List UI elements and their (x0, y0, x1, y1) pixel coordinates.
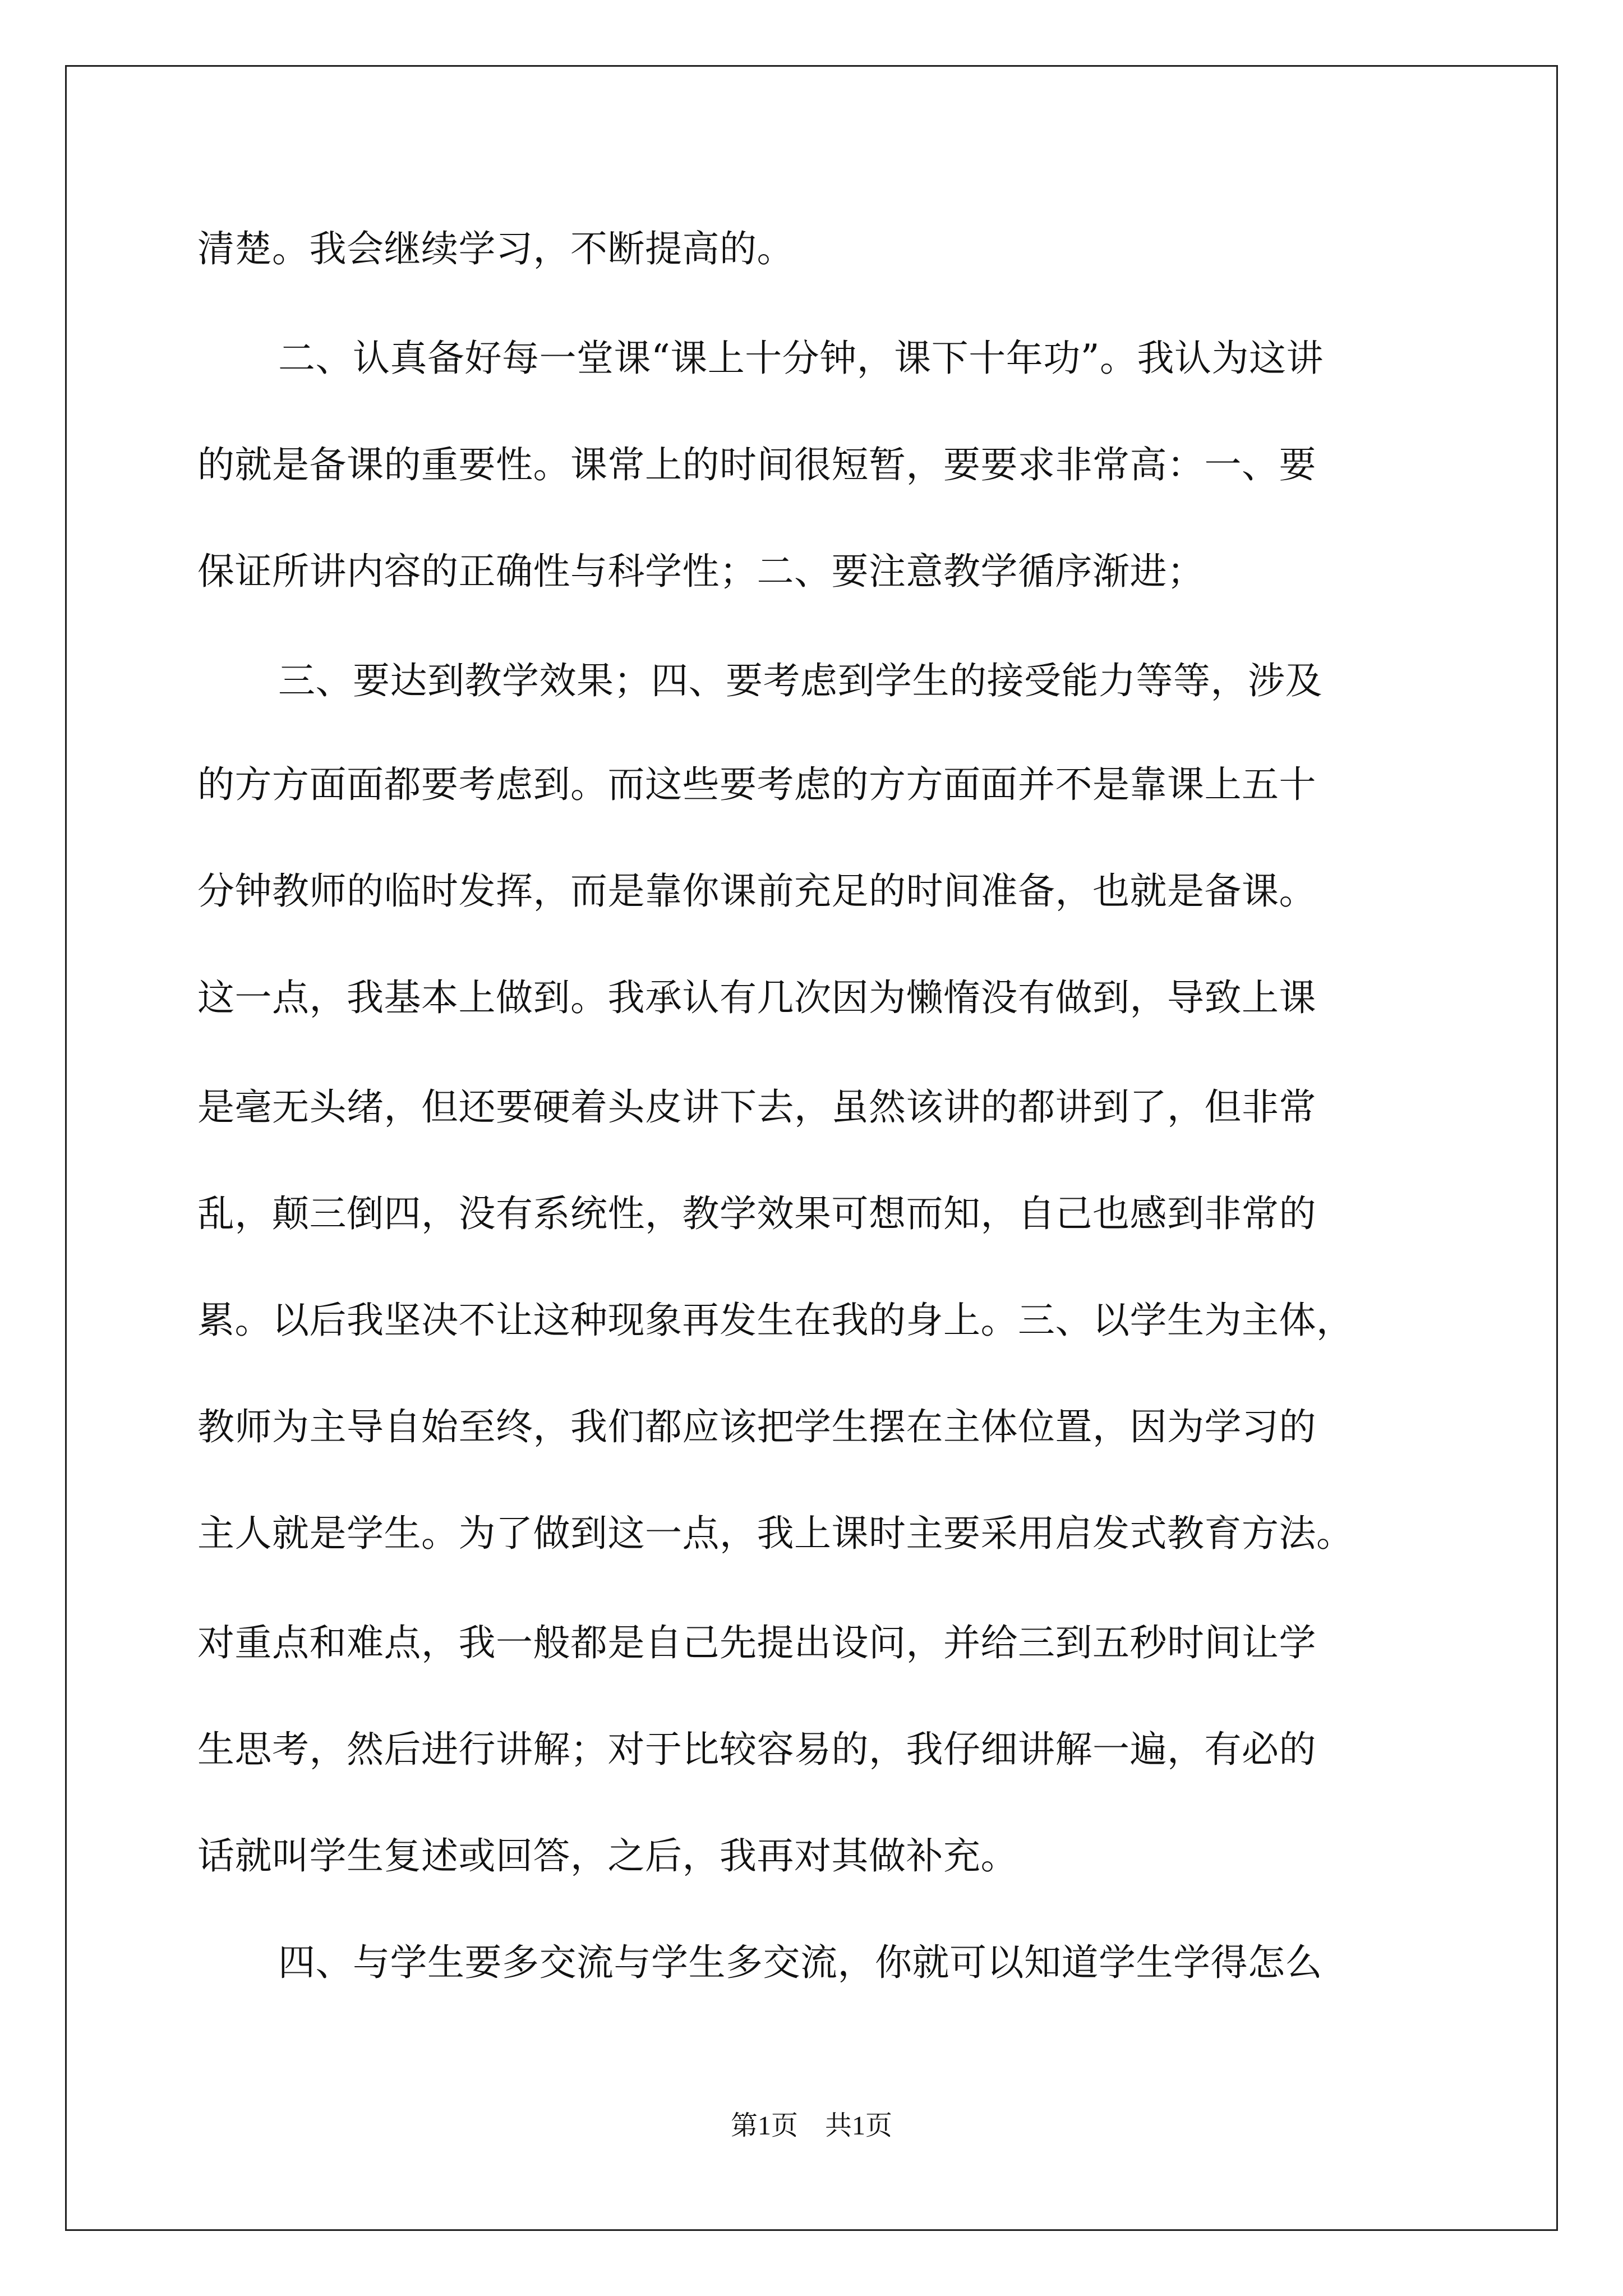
paragraph-line: 清楚。我会继续学习，不断提高的。 (197, 227, 794, 270)
paragraph-line: 教师为主导自始至终，我们都应该把学生摆在主体位置，因为学习的 (197, 1405, 1316, 1448)
paragraph-line: 累。以后我坚决不让这种现象再发生在我的身上。三、以学生为主体， (197, 1299, 1354, 1342)
paragraph-line: 保证所讲内容的正确性与科学性；二、要注意教学循序渐进； (197, 550, 1205, 593)
paragraph-line: 是毫无头绪，但还要硬着头皮讲下去，虽然该讲的都讲到了，但非常 (197, 1085, 1316, 1129)
paragraph-line: 这一点，我基本上做到。我承认有几次因为懒惰没有做到，导致上课 (197, 976, 1316, 1019)
paragraph-line: 二、认真备好每一堂课“课上十分钟，课下十年功”。我认为这讲 (278, 337, 1324, 380)
paragraph-line: 的方方面面都要考虑到。而这些要考虑的方方面面并不是靠课上五十 (197, 763, 1316, 806)
paragraph-line: 乱，颠三倒四，没有系统性，教学效果可想而知，自己也感到非常的 (197, 1192, 1316, 1235)
page-border (65, 65, 1558, 2231)
paragraph-line: 话就叫学生复述或回答，之后，我再对其做补充。 (197, 1834, 1018, 1878)
page-total: 共1页 (825, 2111, 893, 2141)
paragraph-line: 对重点和难点，我一般都是自己先提出设问，并给三到五秒时间让学 (197, 1621, 1316, 1664)
page-footer (0, 2109, 1623, 2143)
paragraph-line: 的就是备课的重要性。课常上的时间很短暂，要要求非常高：一、要 (197, 443, 1316, 486)
paragraph-line: 生思考，然后进行讲解；对于比较容易的，我仔细讲解一遍，有必的 (197, 1728, 1316, 1771)
paragraph-line: 主人就是学生。为了做到这一点，我上课时主要采用启发式教育方法。 (197, 1512, 1354, 1555)
paragraph-line: 四、与学生要多交流与学生多交流，你就可以知道学生学得怎么 (278, 1941, 1322, 1984)
paragraph-line: 分钟教师的临时发挥，而是靠你课前充足的时间准备，也就是备课。 (197, 869, 1316, 913)
page-number: 第1页 (730, 2111, 798, 2141)
paragraph-line: 三、要达到教学效果；四、要考虑到学生的接受能力等等，涉及 (278, 659, 1322, 702)
